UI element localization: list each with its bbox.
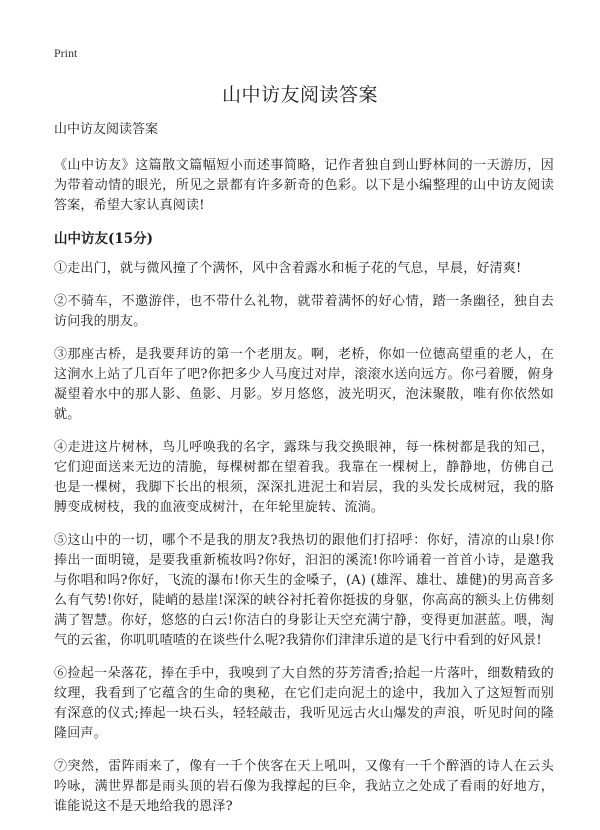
paragraph-7: ⑦突然，雷阵雨来了，像有一千个侠客在天上吼叫，又像有一千个醉酒的诗人在云头吟咏，满世界都是雨头顶的岩石像为我撑起的巨伞，我站立之处成了看雨的好地方，谁能说这不是天地给我的恩泽? — [54, 759, 554, 814]
article-subtitle: 山中访友阅读答案 — [54, 122, 159, 137]
article-body — [54, 120, 554, 830]
page-title: 山中访友阅读答案 — [221, 84, 378, 106]
print-link[interactable]: Print — [54, 46, 78, 60]
paragraph-1: ①走出门，就与微风撞了个满怀，风中含着露水和栀子花的气息，早晨，好清爽! — [54, 261, 522, 276]
paragraph-4: ④走进这片树林，鸟儿呼唤我的名字，露珠与我交换眼神，每一株树都是我的知己，它们迎面送来无边的清脆，每棵树都在望着我。我靠在一棵树上，静静地，仿佛自己也是一棵树，我脚下长出的根须，深深扎进泥土和岩层，我的头发长成树冠，我的胳膊变成树枝，我的血液变成树汁，在年轮里旋转、流淌。 — [54, 440, 554, 515]
paragraph-6: ⑥捡起一朵落花，捧在手中，我嗅到了大自然的芬芳清香;拾起一片落叶，细数精致的纹理，我看到了它蕴含的生命的奥秘，在它们走向泥土的途中，我加入了这短暂而别有深意的仪式;捧起一块石头，轻轻敲击，我听见远古火山爆发的声浪，听见时间的隆隆回声。 — [54, 666, 554, 741]
intro-paragraph: 《山中访友》这篇散文篇幅短小而述事简略，记作者独自到山野林间的一天游历，因为带着动情的眼光，所见之景都有许多新奇的色彩。以下是小编整理的山中访友阅读答案，希望大家认真阅读! — [54, 158, 554, 213]
paragraph-5: ⑤这山中的一切，哪个不是我的朋友?我热切的跟他们打招呼：你好，清凉的山泉!你捧出一面明镜，是要我重新梳妆吗?你好，汩汩的溪流!你吟诵着一首首小诗，是邀我与你唱和吗?你好，飞流的瀑布!你天生的金嗓子，(A) (雄浑、雄壮、雄健)的男高音多么有气势!你好，陡峭的悬崖!深深的峡谷衬托着你挺拔的身躯，你高高的额头上仿佛刻满了智慧。你好，悠悠的白云!你洁白的身影让天空充满宁静，变得更加湛蓝。喂，淘气的云雀，你叽叽喳喳的在谈些什么呢?我猜你们津津乐道的是飞行中看到的好风景! — [54, 533, 554, 648]
paragraph-3: ③那座古桥，是我要拜访的第一个老朋友。啊，老桥，你如一位德高望重的老人，在这涧水上站了几百年了吧?你把多少人马度过对岸，滚滚水送向远方。你弓着腰，俯身凝望着水中的那人影、鱼影、月影。岁月悠悠，波光明灭，泡沫聚散，唯有你依然如就。 — [54, 347, 554, 422]
paragraph-2: ②不骑车，不邀游伴，也不带什么礼物，就带着满怀的好心情，踏一条幽径，独自去访问我的朋友。 — [54, 294, 554, 329]
section-heading: 山中访友(15分) — [54, 231, 154, 247]
